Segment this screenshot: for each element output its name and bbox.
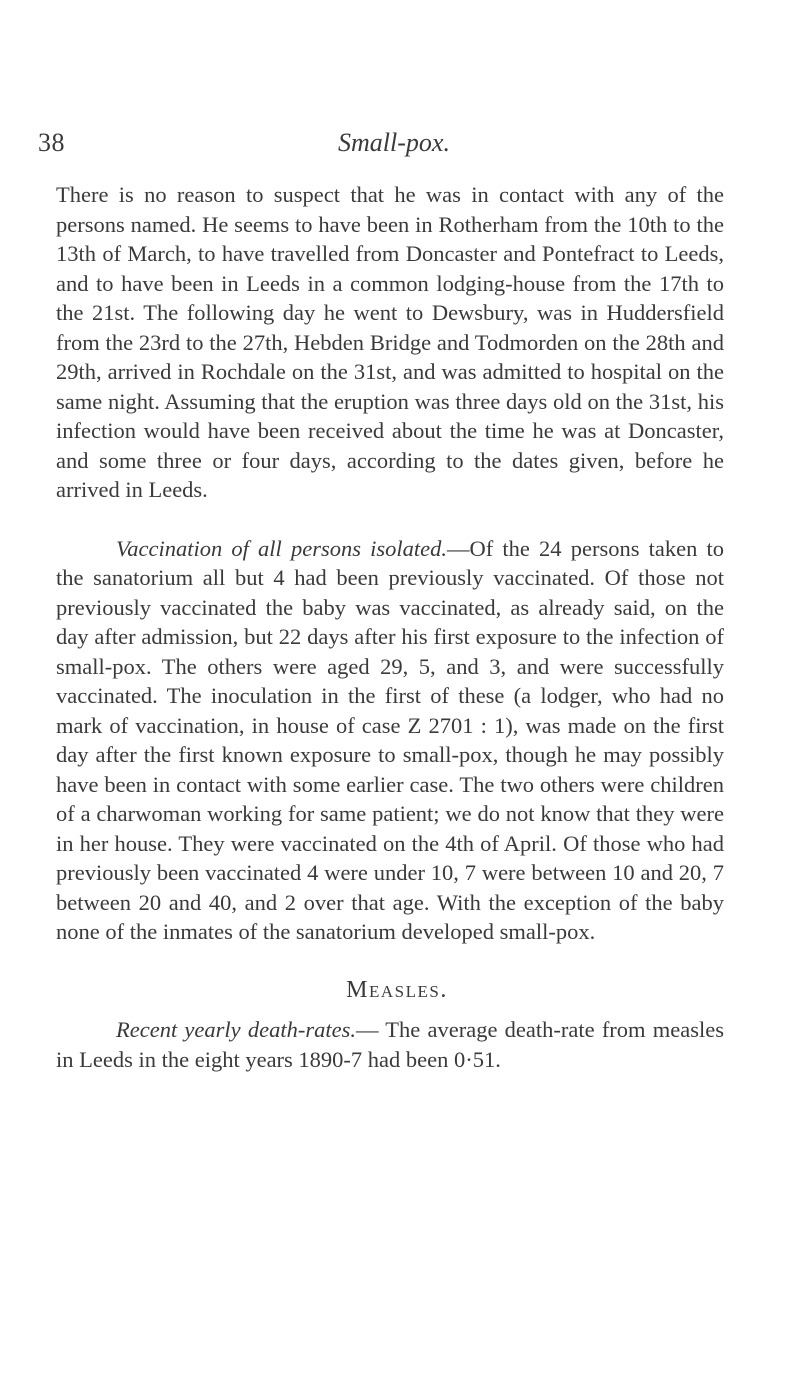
section-heading-measles: Measles. [346,976,448,1003]
paragraph-lead-death-rates: Recent yearly death-rates. [116,1017,356,1042]
paragraph-vaccination [56,534,724,947]
body-text [56,180,724,1074]
paragraph-body-death-rates: — The average death-rate from measles in Leeds in the eight years 1890-7 had been 0·51. [56,1017,724,1072]
paragraph-contact-history: There is no reason to suspect that he was in contact with any of the persons named. He seems to have been in Rotherham from the 10th to the 13th of March, to have travelled from Doncaster and Pontefract to Leeds, and to have been in Leeds in a common lodging-house from the 17th to the 21st. The following day he went to Dewsbury, was in Huddersfield from the 23rd to the 27th, Hebden Bridge and Todmorden on the 28th and 29th, arrived in Rochdale on the 31st, and was admitted to hospital on the same night. Assuming that the eruption was three days old on the 31st, his infection would have been received about the time he was at Doncaster, and some three or four days, according to the dates given, before he arrived in Leeds. [56,182,724,502]
running-title: Small-pox. [338,128,450,157]
page-number: 38 [38,128,65,157]
paragraph-body-vaccination: —Of the 24 persons taken to the sanatorium all but 4 had been previously vaccinated. Of those not previously vaccinated the baby was vaccinated, as already said, on the day after admission, but 22 days after his first exposure to the infection of small-pox. The others were aged 29, 5, and 3, and were successfully vaccinated. The inoculation in the first of these (a lodger, who had no mark of vaccination, in house of case Z 2701 : 1), was made on the first day after the first known exposure to small-pox, though he may possibly have been in contact with some earlier case. The two others were children of a charwoman working for same patient; we do not know that they were in her house. They were vaccinated on the 4th of April. Of those who had previously been vaccinated 4 were under 10, 7 were between 10 and 20, 7 between 20 and 40, and 2 over that age. With the exception of the baby none of the inmates of the sanatorium developed small-pox. [56,535,724,944]
paragraph-lead-vaccination: Vaccination of all persons isolated. [116,535,447,561]
paragraph-death-rates [56,1015,724,1074]
page-header [38,128,738,168]
